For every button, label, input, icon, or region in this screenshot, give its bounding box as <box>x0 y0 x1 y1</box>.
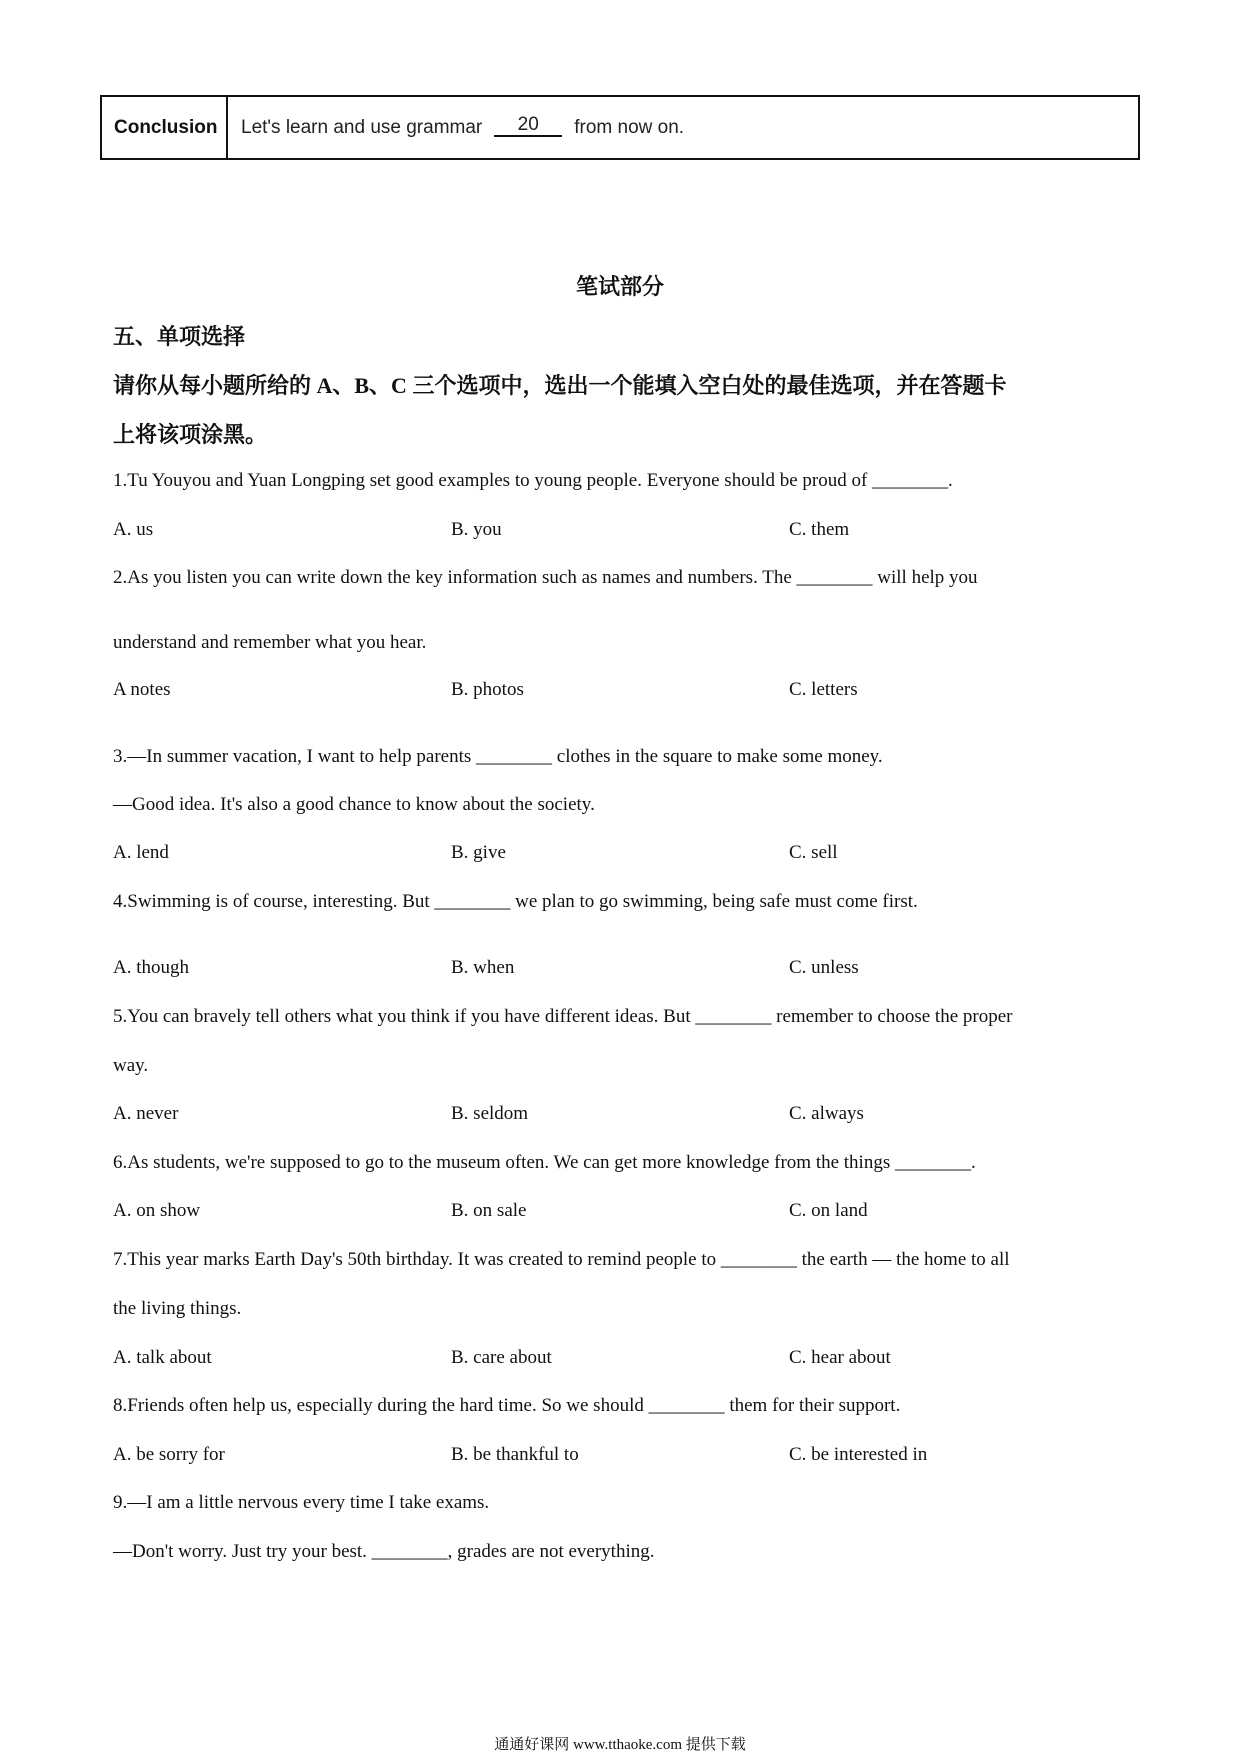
question-1-option-b: B. you <box>451 519 502 540</box>
question-9-line-2: —Don't worry. Just try your best. ________, grades are not everything. <box>113 1541 655 1562</box>
question-3-line-2: —Good idea. It's also a good chance to know about the society. <box>113 794 595 815</box>
conclusion-text-before: Let's learn and use grammar <box>241 116 483 138</box>
question-4-option-a: A. though <box>113 957 189 978</box>
question-8-option-a: A. be sorry for <box>113 1444 225 1465</box>
question-4-option-c: C. unless <box>789 957 859 978</box>
instruction-line-1: 请你从每小题所给的 A、B、C 三个选项中，选出一个能填入空白处的最佳选项，并在答题卡 <box>113 373 1007 398</box>
instruction-line-2: 上将该项涂黑。 <box>113 422 268 447</box>
conclusion-text-after: from now on. <box>574 116 685 138</box>
question-1-line-1: 1.Tu Youyou and Yuan Longping set good examples to young people. Everyone should be proud of ________. <box>113 470 953 491</box>
question-6-line-1: 6.As students, we're supposed to go to the museum often. We can get more knowledge from the things ________. <box>113 1152 976 1173</box>
question-8-option-b: B. be thankful to <box>451 1444 579 1465</box>
question-4-option-b: B. when <box>451 957 515 978</box>
question-7-line-2: the living things. <box>113 1298 242 1319</box>
question-2-option-a: A notes <box>113 679 171 700</box>
conclusion-content-cell <box>228 97 1138 158</box>
blank-number: 20 <box>494 115 562 137</box>
conclusion-header-cell: Conclusion <box>102 97 228 158</box>
question-1-option-c: C. them <box>789 519 850 540</box>
question-7-option-b: B. care about <box>451 1347 552 1368</box>
question-9-line-1: 9.—I am a little nervous every time I take exams. <box>113 1492 490 1513</box>
question-3-option-a: A. lend <box>113 842 169 863</box>
question-2-line-1: 2.As you listen you can write down the key information such as names and numbers. The ________ will help you <box>113 567 978 588</box>
question-2-option-b: B. photos <box>451 679 524 700</box>
conclusion-table <box>100 95 1140 160</box>
question-8-option-c: C. be interested in <box>789 1444 928 1465</box>
question-6-option-a: A. on show <box>113 1200 201 1221</box>
footer-credit: 通通好课网 www.tthaoke.com 提供下载 <box>494 1737 746 1753</box>
question-6-option-b: B. on sale <box>451 1200 527 1221</box>
question-5-option-c: C. always <box>789 1103 864 1124</box>
question-3-option-b: B. give <box>451 842 506 863</box>
question-8-line-1: 8.Friends often help us, especially during the hard time. So we should ________ them for their support. <box>113 1395 901 1416</box>
question-2-line-2: understand and remember what you hear. <box>113 632 427 653</box>
section-title: 笔试部分 <box>575 274 664 299</box>
question-3-line-1: 3.—In summer vacation, I want to help parents ________ clothes in the square to make some money. <box>113 746 883 767</box>
question-5-option-b: B. seldom <box>451 1103 529 1124</box>
question-7-option-c: C. hear about <box>789 1347 891 1368</box>
question-5-option-a: A. never <box>113 1103 179 1124</box>
question-4-line-1: 4.Swimming is of course, interesting. But ________ we plan to go swimming, being safe must come first. <box>113 891 918 912</box>
question-3-option-c: C. sell <box>789 842 838 863</box>
question-7-line-1: 7.This year marks Earth Day's 50th birthday. It was created to remind people to ________ the earth — the home to all <box>113 1249 1010 1270</box>
part-heading: 五、单项选择 <box>113 324 246 349</box>
question-5-line-2: way. <box>113 1055 149 1076</box>
question-7-option-a: A. talk about <box>113 1347 212 1368</box>
question-6-option-c: C. on land <box>789 1200 868 1221</box>
question-2-option-c: C. letters <box>789 679 858 700</box>
question-1-option-a: A. us <box>113 519 154 540</box>
question-5-line-1: 5.You can bravely tell others what you think if you have different ideas. But ________ remember to choose the proper <box>113 1006 1013 1027</box>
